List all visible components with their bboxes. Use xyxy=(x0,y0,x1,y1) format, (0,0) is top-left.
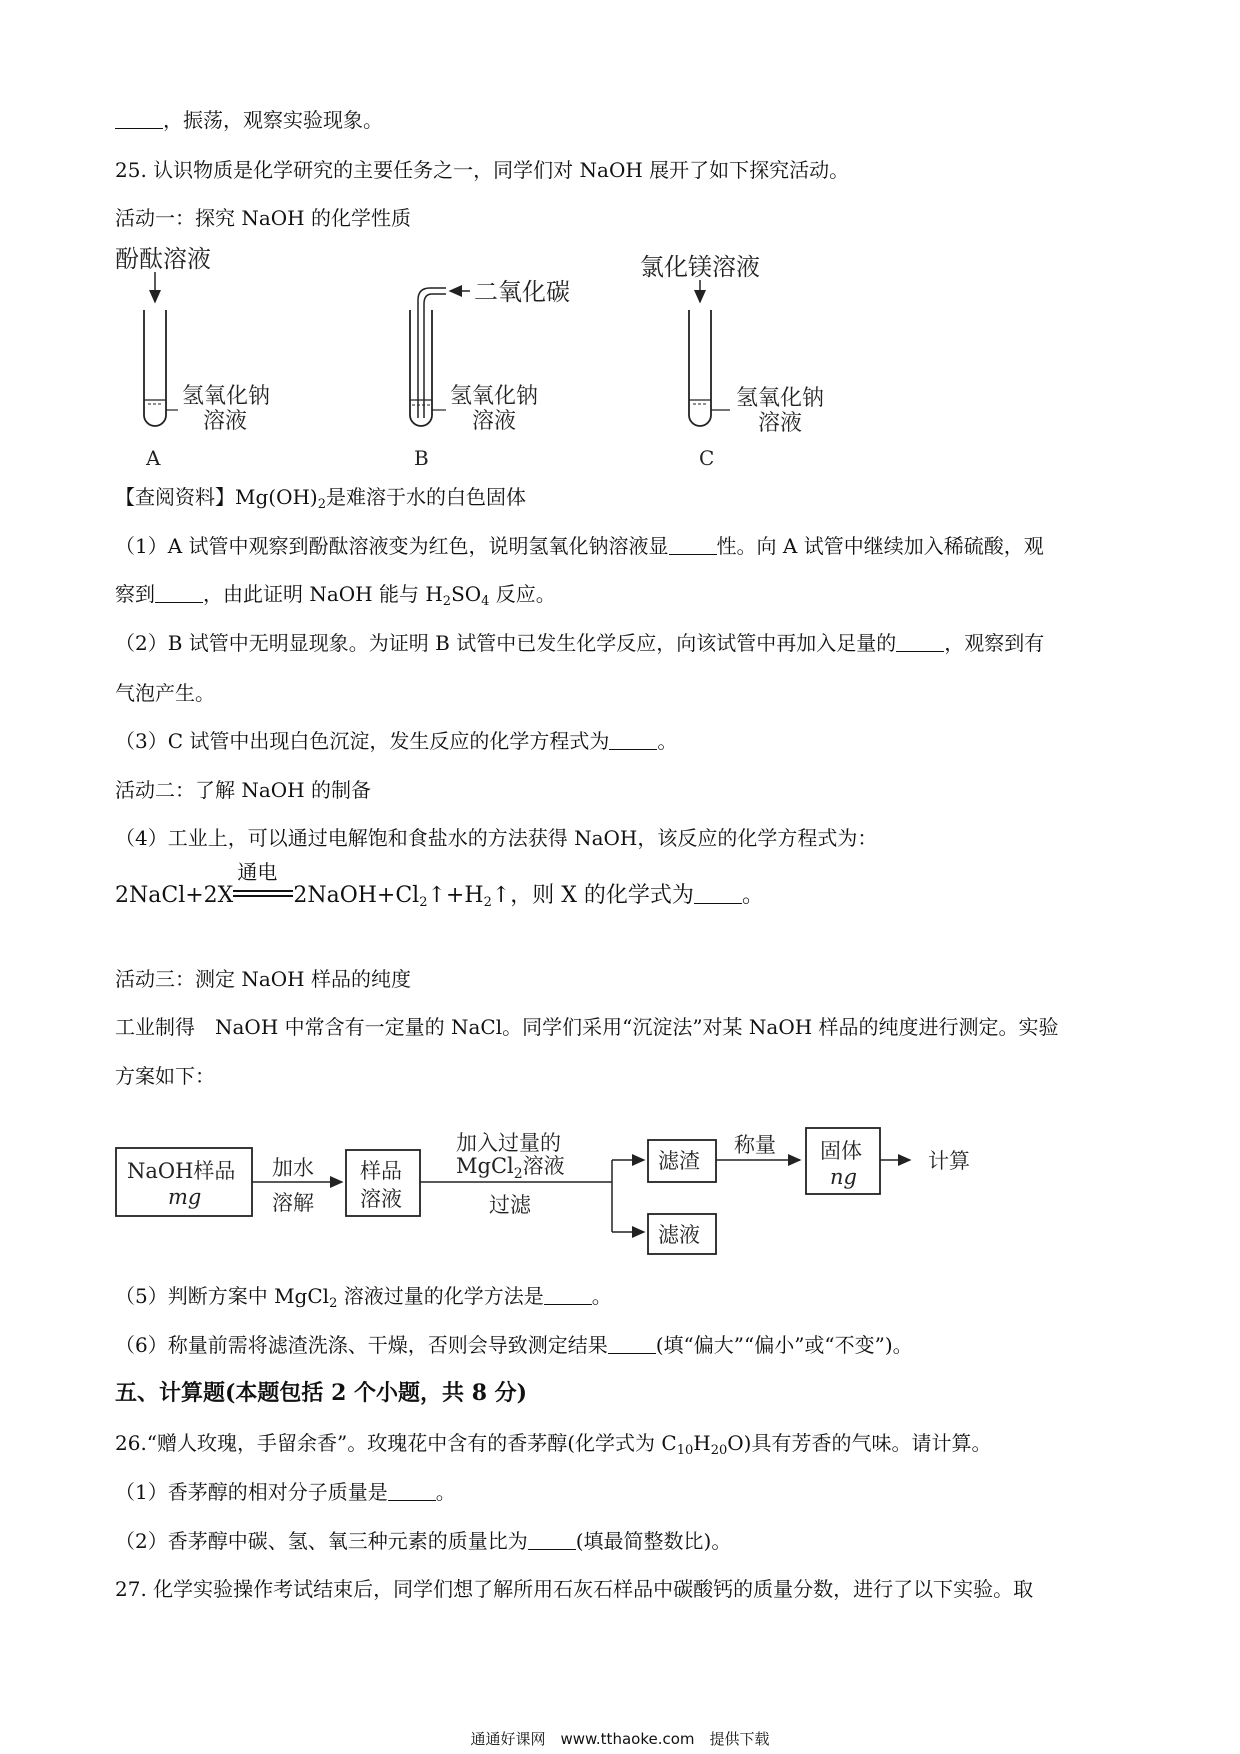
part-1-line-1: （1）A 试管中观察到酚酞溶液变为红色，说明氢氧化钠溶液显 性。向 A 试管中继续加入稀硫酸，观 xyxy=(115,534,1044,558)
tube-b xyxy=(410,278,570,470)
flow-box-sample: NaOH样品 xyxy=(127,1159,236,1183)
experiment-intro-2: 方案如下： xyxy=(115,1064,215,1088)
tube-c-reagent: 氯化镁溶液 xyxy=(640,253,760,281)
tube-a-label: A xyxy=(146,446,161,470)
answer-blank[interactable] xyxy=(608,1335,656,1354)
tube-a-solution-2: 溶液 xyxy=(203,409,248,434)
flow-chart xyxy=(116,1128,970,1254)
tube-c-solution-2: 溶液 xyxy=(758,411,803,436)
answer-blank[interactable] xyxy=(669,536,717,555)
flow-box-filtrate: 滤液 xyxy=(658,1223,700,1247)
part-3: （3）C 试管中出现白色沉淀，发生反应的化学方程式为 。 xyxy=(115,729,678,753)
tube-b-solution-1: 氢氧化钠 xyxy=(450,384,539,409)
flow-step-add-water: 加水 xyxy=(272,1156,314,1180)
answer-blank[interactable] xyxy=(694,885,742,904)
answer-blank[interactable] xyxy=(388,1482,436,1501)
question-26-part-2: （2）香茅醇中碳、氢、氧三种元素的质量比为 (填最简整数比)。 xyxy=(115,1529,732,1553)
flow-step-dissolve: 溶解 xyxy=(272,1191,314,1215)
answer-blank[interactable] xyxy=(609,731,657,750)
question-26-part-1: （1）香茅醇的相对分子质量是 。 xyxy=(115,1480,456,1504)
answer-blank[interactable] xyxy=(528,1531,576,1550)
flow-calculate: 计算 xyxy=(928,1149,970,1173)
equation-condition: 通电 xyxy=(237,860,278,884)
flow-box-sample-mass: mg xyxy=(168,1185,202,1209)
answer-blank[interactable] xyxy=(155,584,203,603)
flow-box-solution-1: 样品 xyxy=(360,1159,402,1183)
question-25: 25. 认识物质是化学研究的主要任务之一，同学们对 NaOH 展开了如下探究活动。 xyxy=(115,158,850,182)
tube-c xyxy=(640,253,824,470)
part-2-line-1: （2）B 试管中无明显现象。为证明 B 试管中已发生化学反应，向该试管中再加入足量的 ，观察到有 xyxy=(115,631,1045,655)
flow-step-weigh: 称量 xyxy=(734,1133,776,1157)
flow-step-mgcl2: MgCl$_2$溶液 xyxy=(456,1154,565,1182)
activity-1-title: 活动一：探究 NaOH 的化学性质 xyxy=(115,206,411,230)
section-5-heading: 五、计算题(本题包括 2 个小题，共 8 分) xyxy=(115,1380,528,1406)
tube-c-solution-1: 氢氧化钠 xyxy=(736,386,825,411)
activity-3-title: 活动三：测定 NaOH 样品的纯度 xyxy=(115,967,411,991)
answer-blank[interactable] xyxy=(896,633,944,652)
answer-blank[interactable] xyxy=(544,1286,592,1305)
tube-b-label: B xyxy=(414,446,429,470)
flow-box-solid: 固体 xyxy=(820,1139,862,1163)
reference-note: 【查阅资料】$Mg(OH)_2$是难溶于水的白色固体 xyxy=(115,485,527,512)
question-26: 26.“赠人玫瑰，手留余香”。玫瑰花中含有的香茅醇(化学式为 $C_{10}H_{20}O$)具有芳香的气味。请计算。 xyxy=(115,1431,992,1458)
question-27: 27. 化学实验操作考试结束后，同学们想了解所用石灰石样品中碳酸钙的质量分数，进行了以下实验。取 xyxy=(115,1577,1034,1601)
part-1-line-2: 察到 ，由此证明 NaOH 能与 $H_2SO_4$ 反应。 xyxy=(115,582,556,609)
part-5: （5）判断方案中 MgCl$_2$ 溶液过量的化学方法是 。 xyxy=(115,1284,612,1311)
experiment-intro-1: 工业制得 NaOH 中常含有一定量的 NaCl。同学们采用“沉淀法”对某 NaOH 样品的纯度进行测定。实验 xyxy=(115,1015,1059,1039)
flow-box-solid-mass: ng xyxy=(830,1165,857,1189)
activity-2-title: 活动二：了解 NaOH 的制备 xyxy=(115,778,371,802)
flow-box-solution-2: 溶液 xyxy=(360,1187,402,1211)
tube-c-label: C xyxy=(699,446,715,470)
part-4: （4）工业上，可以通过电解饱和食盐水的方法获得 NaOH，该反应的化学方程式为： xyxy=(115,826,878,850)
flow-step-filter: 过滤 xyxy=(489,1193,531,1217)
tube-b-solution-2: 溶液 xyxy=(472,409,517,434)
part-2-line-2: 气泡产生。 xyxy=(115,681,215,705)
electrolysis-equation: 2NaCl+2X 通电 $2NaOH+Cl_2↑+H_2↑$，则 X 的化学式为 。 xyxy=(115,878,764,910)
line-continuation: ，振荡，观察实验现象。 xyxy=(115,107,383,133)
flow-box-residue: 滤渣 xyxy=(658,1149,700,1173)
answer-blank[interactable] xyxy=(115,110,163,129)
part-6: （6）称量前需将滤渣洗涤、干燥，否则会导致测定结果 (填“偏大”“偏小”或“不变”)。 xyxy=(115,1333,913,1357)
tube-a-reagent: 酚酞溶液 xyxy=(115,245,211,273)
page-footer: 通通好课网 www.tthaoke.com 提供下载 xyxy=(470,1730,770,1748)
tube-a-solution-1: 氢氧化钠 xyxy=(182,384,271,409)
flow-step-add-excess: 加入过量的 xyxy=(456,1131,561,1155)
tube-b-reagent: 二氧化碳 xyxy=(474,278,570,306)
tube-a xyxy=(115,245,270,470)
